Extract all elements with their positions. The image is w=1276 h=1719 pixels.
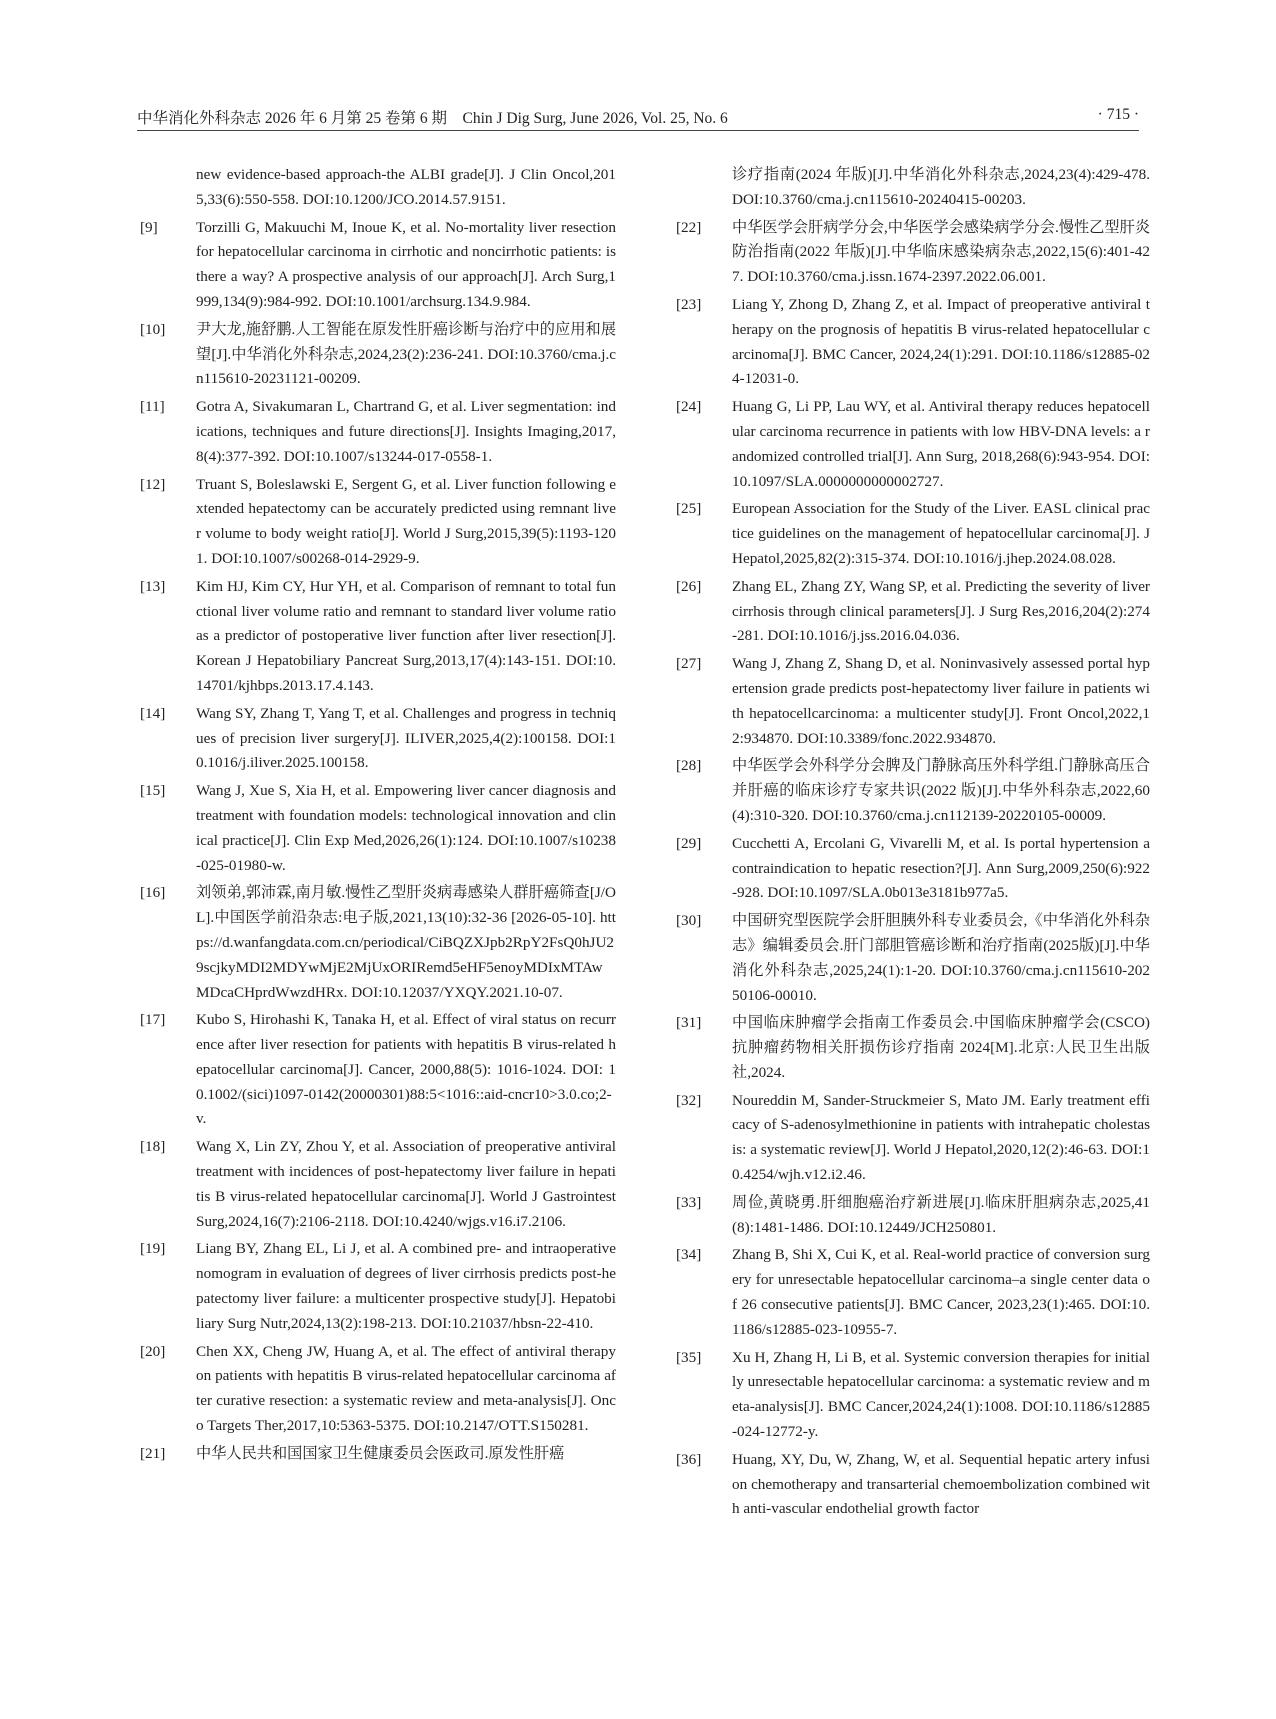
reference-number: [19]	[140, 1240, 166, 1258]
reference-text: 中国临床肿瘤学会指南工作委员会.中国临床肿瘤学会(CSCO)抗肿瘤药物相关肝损伤诊疗指南 2024[M].北京:人民卫生出版社,2024.	[732, 1014, 1150, 1081]
reference-item	[676, 293, 1150, 392]
reference-number: [10]	[140, 320, 166, 338]
reference-number: [24]	[676, 398, 702, 416]
reference-item	[676, 1346, 1150, 1445]
reference-item	[140, 881, 616, 1005]
reference-text: 中华人民共和国国家卫生健康委员会医政司.原发性肝癌	[196, 1444, 565, 1462]
reference-number: [17]	[140, 1011, 166, 1029]
reference-item	[140, 779, 616, 878]
reference-text: 刘领弟,郭沛霖,南月敏.慢性乙型肝炎病毒感染人群肝癌筛查[J/OL].中国医学前沿杂志:电子版,2021,13(10):32-36 [2026-05-10]. https://d.wanfangdata.com.cn/periodical/CiBQZXJpb2RpY2FsQ0hJU29scjkyMDI2MDYwMjE2MjUxORIRemd5eHF5enoyMDIxMTAwMDcaCHprdWwzdHRx. DOI:10.12037/YXQY.2021.10-07.	[196, 884, 616, 1001]
reference-item	[140, 1237, 616, 1336]
reference-text: Zhang EL, Zhang ZY, Wang SP, et al. Predicting the severity of liver cirrhosis through clinical parameters[J]. J Surg Res,2016,204(2):274-281. DOI:10.1016/j.jss.2016.04.036.	[732, 577, 1150, 645]
reference-text: 尹大龙,施舒鹏.人工智能在原发性肝癌诊断与治疗中的应用和展望[J].中华消化外科杂志,2024,23(2):236-241. DOI:10.3760/cma.j.cn115610-20231121-00209.	[196, 320, 616, 388]
reference-number: [13]	[140, 577, 166, 595]
reference-number: [33]	[676, 1193, 702, 1211]
reference-number: [15]	[140, 782, 166, 800]
reference-number: [9]	[140, 218, 158, 236]
reference-number: [31]	[676, 1014, 702, 1032]
reference-item	[140, 473, 616, 572]
reference-number: [34]	[676, 1246, 702, 1264]
reference-text: Noureddin M, Sander-Struckmeier S, Mato JM. Early treatment efficacy of S-adenosylmethionine in patients with intrahepatic cholestasis: a systematic review[J]. World J Hepatol,2020,12(2):46-63. DOI:10.4254/wjh.v12.i2.46.	[732, 1091, 1150, 1184]
reference-text: 周俭,黄晓勇.肝细胞癌治疗新进展[J].临床肝胆病杂志,2025,41(8):1481-1486. DOI:10.12449/JCH250801.	[732, 1193, 1150, 1236]
reference-number: [30]	[676, 912, 702, 930]
reference-text: Wang SY, Zhang T, Yang T, et al. Challenges and progress in techniques of precision liver surgery[J]. ILIVER,2025,4(2):100158. DOI:10.1016/j.iliver.2025.100158.	[196, 704, 616, 772]
reference-text: Huang, XY, Du, W, Zhang, W, et al. Sequential hepatic artery infusion chemotherapy and transarterial chemoembolization combined with anti-vascular endothelial growth factor	[732, 1450, 1150, 1518]
reference-text: Zhang B, Shi X, Cui K, et al. Real-world practice of conversion surgery for unresectable hepatocellular carcinoma–a single center data of 26 consecutive patients[J]. BMC Cancer, 2023,23(1):465. DOI:10.1186/s12885-023-10955-7.	[732, 1246, 1150, 1338]
reference-item	[676, 163, 1150, 213]
reference-item	[140, 395, 616, 469]
reference-text: Gotra A, Sivakumaran L, Chartrand G, et al. Liver segmentation: indications, techniques and future directions[J]. Insights Imaging,2017,8(4):377-392. DOI:10.1007/s13244-017-0558-1.	[196, 398, 616, 465]
reference-text: 诊疗指南(2024 年版)[J].中华消化外科杂志,2024,23(4):429-478. DOI:10.3760/cma.j.cn115610-20240415-00203.	[732, 166, 1150, 208]
reference-item	[676, 395, 1150, 494]
reference-number: [35]	[676, 1348, 702, 1366]
reference-text: Wang X, Lin ZY, Zhou Y, et al. Association of preoperative antiviral treatment with incidences of post-hepatectomy liver failure in hepatitis B virus-related hepatocellular carcinoma[J]. World J Gastrointest Surg,2024,16(7):2106-2118. DOI:10.4240/wjgs.v16.i7.2106.	[196, 1138, 616, 1230]
references-right-column	[676, 163, 1150, 1525]
reference-text: Liang BY, Zhang EL, Li J, et al. A combined pre- and intraoperative nomogram in evaluation of degrees of liver cirrhosis predicts post-hepatectomy liver failure: a multicenter prospective study[J]. Hepatobiliary Surg Nutr,2024,13(2):198-213. DOI:10.21037/hbsn-22-410.	[196, 1240, 616, 1332]
reference-item	[140, 1135, 616, 1234]
reference-text: Kim HJ, Kim CY, Hur YH, et al. Comparison of remnant to total functional liver volume ratio and remnant to standard liver volume ratio as a predictor of postoperative liver function after liver resection[J]. Korean J Hepatobiliary Pancreat Surg,2013,17(4):143-151. DOI:10.14701/kjhbps.2013.17.4.143.	[196, 577, 616, 694]
reference-text: 中华医学会肝病学分会,中华医学会感染病学分会.慢性乙型肝炎防治指南(2022 年版)[J].中华临床感染病杂志,2022,15(6):401-427. DOI:10.3760/cma.j.issn.1674-2397.2022.06.001.	[732, 218, 1150, 286]
reference-text: Liang Y, Zhong D, Zhang Z, et al. Impact of preoperative antiviral therapy on the prognosis of hepatitis B virus-related hepatocellular carcinoma[J]. BMC Cancer, 2024,24(1):291. DOI:10.1186/s12885-024-12031-0.	[732, 295, 1150, 388]
reference-number: [27]	[676, 655, 702, 673]
reference-item	[140, 575, 616, 699]
reference-item	[140, 318, 616, 392]
reference-number: [36]	[676, 1450, 702, 1468]
reference-item	[676, 1011, 1150, 1085]
reference-item	[676, 1191, 1150, 1241]
reference-text: Kubo S, Hirohashi K, Tanaka H, et al. Effect of viral status on recurrence after liver resection for patients with hepatitis B virus-related hepatocellular carcinoma[J]. Cancer, 2000,88(5): 1016-1024. DOI: 10.1002/(sici)1097-0142(20000301)88:5<1016::aid-cncr10>3.0.co;2-v.	[196, 1011, 616, 1128]
reference-text: Cucchetti A, Ercolani G, Vivarelli M, et al. Is portal hypertension a contraindication to hepatic resection?[J]. Ann Surg,2009,250(6):922-928. DOI:10.1097/SLA.0b013e3181b977a5.	[732, 834, 1150, 902]
reference-item	[140, 1008, 616, 1132]
reference-number: [12]	[140, 475, 166, 493]
reference-item	[140, 1442, 616, 1467]
reference-text: Truant S, Boleslawski E, Sergent G, et al. Liver function following extended hepatectomy can be accurately predicted using remnant liver volume to body weight ratio[J]. World J Surg,2015,39(5):1193-1201. DOI:10.1007/s00268-014-2929-9.	[196, 475, 616, 567]
reference-item	[676, 1448, 1150, 1522]
reference-text: Wang J, Zhang Z, Shang D, et al. Noninvasively assessed portal hypertension grade predicts post-hepatectomy liver failure in patients with hepatocellcarcinoma: a multicenter study[J]. Front Oncol,2022,12:934870. DOI:10.3389/fonc.2022.934870.	[732, 655, 1150, 747]
reference-number: [20]	[140, 1342, 166, 1360]
reference-number: [26]	[676, 577, 702, 595]
reference-item	[140, 163, 616, 213]
reference-item	[676, 575, 1150, 649]
reference-item	[676, 754, 1150, 828]
reference-text: Chen XX, Cheng JW, Huang A, et al. The effect of antiviral therapy on patients with hepatitis B virus-related hepatocellular carcinoma after curative resection: a systematic review and meta-analysis[J]. Onco Targets Ther,2017,10:5363-5375. DOI:10.2147/OTT.S150281.	[196, 1342, 616, 1435]
reference-item	[140, 216, 616, 315]
reference-text: Huang G, Li PP, Lau WY, et al. Antiviral therapy reduces hepatocellular carcinoma recurrence in patients with low HBV-DNA levels: a randomized controlled trial[J]. Ann Surg, 2018,268(6):943-954. DOI:10.1097/SLA.0000000000002727.	[732, 398, 1150, 490]
reference-text: Wang J, Xue S, Xia H, et al. Empowering liver cancer diagnosis and treatment with foundation models: technological innovation and clinical practice[J]. Clin Exp Med,2026,26(1):124. DOI:10.1007/s10238-025-01980-w.	[196, 782, 616, 874]
reference-item	[676, 216, 1150, 290]
reference-text: 中华医学会外科学分会脾及门静脉高压外科学组.门静脉高压合并肝癌的临床诊疗专家共识(2022 版)[J].中华外科杂志,2022,60(4):310-320. DOI:10.3760/cma.j.cn112139-20220105-00009.	[732, 757, 1150, 824]
reference-number: [29]	[676, 834, 702, 852]
references-left-column	[140, 163, 616, 1470]
reference-number: [32]	[676, 1091, 702, 1109]
reference-number: [23]	[676, 295, 702, 313]
reference-number: [21]	[140, 1444, 166, 1462]
reference-number: [16]	[140, 884, 166, 902]
reference-number: [11]	[140, 398, 165, 416]
reference-text: European Association for the Study of the Liver. EASL clinical practice guidelines on the management of hepatocellular carcinoma[J]. J Hepatol,2025,82(2):315-374. DOI:10.1016/j.jhep.2024.08.028.	[732, 500, 1150, 567]
reference-item	[676, 652, 1150, 751]
reference-item	[676, 1089, 1150, 1188]
reference-number: [25]	[676, 500, 702, 518]
journal-title: 中华消化外科杂志 2026 年 6 月第 25 卷第 6 期 Chin J Dig Surg, June 2026, Vol. 25, No. 6	[137, 110, 728, 127]
reference-item	[676, 909, 1150, 1008]
reference-text: new evidence-based approach-the ALBI grade[J]. J Clin Oncol,2015,33(6):550-558. DOI:10.1200/JCO.2014.57.9151.	[196, 166, 616, 208]
reference-item	[140, 702, 616, 776]
reference-number: [18]	[140, 1138, 166, 1156]
reference-text: Xu H, Zhang H, Li B, et al. Systemic conversion therapies for initially unresectable hepatocellular carcinoma: a systematic review and meta-analysis[J]. BMC Cancer,2024,24(1):1008. DOI:10.1186/s12885-024-12772-y.	[732, 1348, 1150, 1441]
reference-text: Torzilli G, Makuuchi M, Inoue K, et al. No-mortality liver resection for hepatocellular carcinoma in cirrhotic and noncirrhotic patients: is there a way? A prospective analysis of our approach[J]. Arch Surg,1999,134(9):984-992. DOI:10.1001/archsurg.134.9.984.	[196, 218, 616, 310]
reference-text: 中国研究型医院学会肝胆胰外科专业委员会,《中华消化外科杂志》编辑委员会.肝门部胆管癌诊断和治疗指南(2025版)[J].中华消化外科杂志,2025,24(1):1-20. DOI:10.3760/cma.j.cn115610-20250106-00010.	[732, 912, 1150, 1004]
reference-item	[676, 832, 1150, 906]
reference-item	[676, 497, 1150, 571]
running-header	[137, 104, 1139, 131]
reference-item	[140, 1340, 616, 1439]
reference-number: [28]	[676, 757, 702, 775]
reference-item	[676, 1243, 1150, 1342]
reference-number: [14]	[140, 704, 166, 722]
reference-number: [22]	[676, 218, 702, 236]
page-number: · 715 ·	[1097, 106, 1139, 123]
